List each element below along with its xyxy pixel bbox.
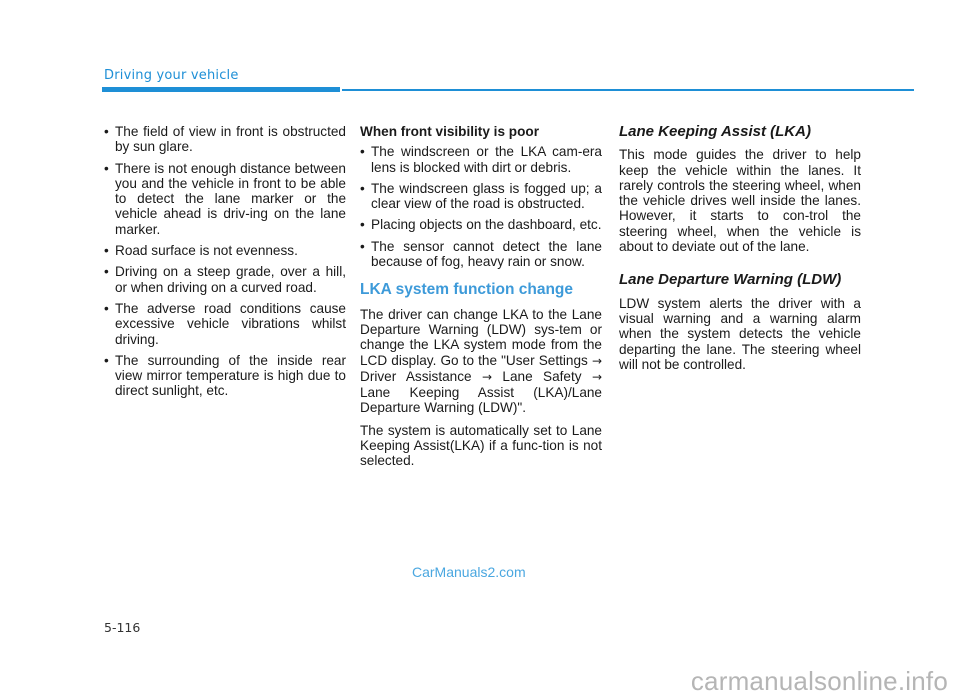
para-text: Lane Safety bbox=[502, 368, 582, 384]
visibility-heading: When front visibility is poor bbox=[360, 124, 539, 139]
watermark-link[interactable]: CarManuals2.com bbox=[412, 564, 526, 580]
lka-paragraph: This mode guides the driver to help keep the vehicle within the lanes. It rarely controls the steering wheel, when the vehicle drives well inside the lanes. However, it starts to con-trol the steering wheel, when the vehicle is about to deviate out of the lane. bbox=[619, 147, 861, 255]
para-text: The driver can change LKA to the Lane Departure Warning (LDW) sys-tem or change the LKA system mode from the LCD display. Go to the "User Settings bbox=[360, 306, 602, 368]
list-item: • The windscreen glass is fogged up; a clear view of the road is obstructed. bbox=[360, 181, 602, 212]
function-change-paragraph bbox=[360, 307, 602, 416]
para-text: Driver Assistance bbox=[360, 368, 472, 384]
list-item: • The windscreen or the LKA cam-era lens is blocked with dirt or debris. bbox=[360, 144, 602, 175]
list-item: • The surrounding of the inside rear view mirror temperature is high due to direct sunlight, etc. bbox=[104, 353, 346, 399]
column-left bbox=[104, 124, 346, 405]
column-middle bbox=[360, 124, 602, 476]
list-item: • There is not enough distance between you and the vehicle in front to be able to detect the lane marker or the vehicle ahead is driv-ing on the lane marker. bbox=[104, 161, 346, 237]
lka-heading: Lane Keeping Assist (LKA) bbox=[619, 123, 811, 140]
default-mode-paragraph: The system is automatically set to Lane Keeping Assist(LKA) if a func-tion is not selected. bbox=[360, 422, 602, 469]
list-item: • Driving on a steep grade, over a hill, or when driving on a curved road. bbox=[104, 264, 346, 295]
arrow-right-icon: → bbox=[481, 369, 493, 384]
list-item: • Road surface is not evenness. bbox=[104, 243, 346, 258]
arrow-right-icon: → bbox=[591, 353, 602, 368]
column-right bbox=[619, 124, 861, 379]
ldw-heading: Lane Departure Warning (LDW) bbox=[619, 271, 842, 289]
list-item: • Placing objects on the dashboard, etc. bbox=[360, 217, 602, 232]
list-item: • The field of view in front is obstructed by sun glare. bbox=[104, 124, 346, 155]
para-text: Lane Keeping Assist (LKA)/Lane Departure Warning (LDW)". bbox=[360, 385, 602, 416]
conditions-list bbox=[104, 124, 346, 399]
header-rule-thin bbox=[342, 89, 914, 91]
header-rule-thick bbox=[102, 87, 340, 92]
function-change-heading: LKA system function change bbox=[360, 281, 574, 299]
ldw-paragraph: LDW system alerts the driver with a visual warning and a warning alarm when the system detects the vehicle departing the lane. The steering wheel will not be controlled. bbox=[619, 295, 861, 372]
visibility-list bbox=[360, 144, 602, 269]
footer-watermark: carmanualsonline.info bbox=[690, 666, 948, 696]
section-title: Driving your vehicle bbox=[104, 68, 239, 83]
page-number: 5-116 bbox=[104, 620, 141, 635]
list-item: • The adverse road conditions cause excessive vehicle vibrations whilst driving. bbox=[104, 301, 346, 347]
list-item: • The sensor cannot detect the lane because of fog, heavy rain or snow. bbox=[360, 239, 602, 270]
arrow-right-icon: → bbox=[591, 369, 603, 384]
